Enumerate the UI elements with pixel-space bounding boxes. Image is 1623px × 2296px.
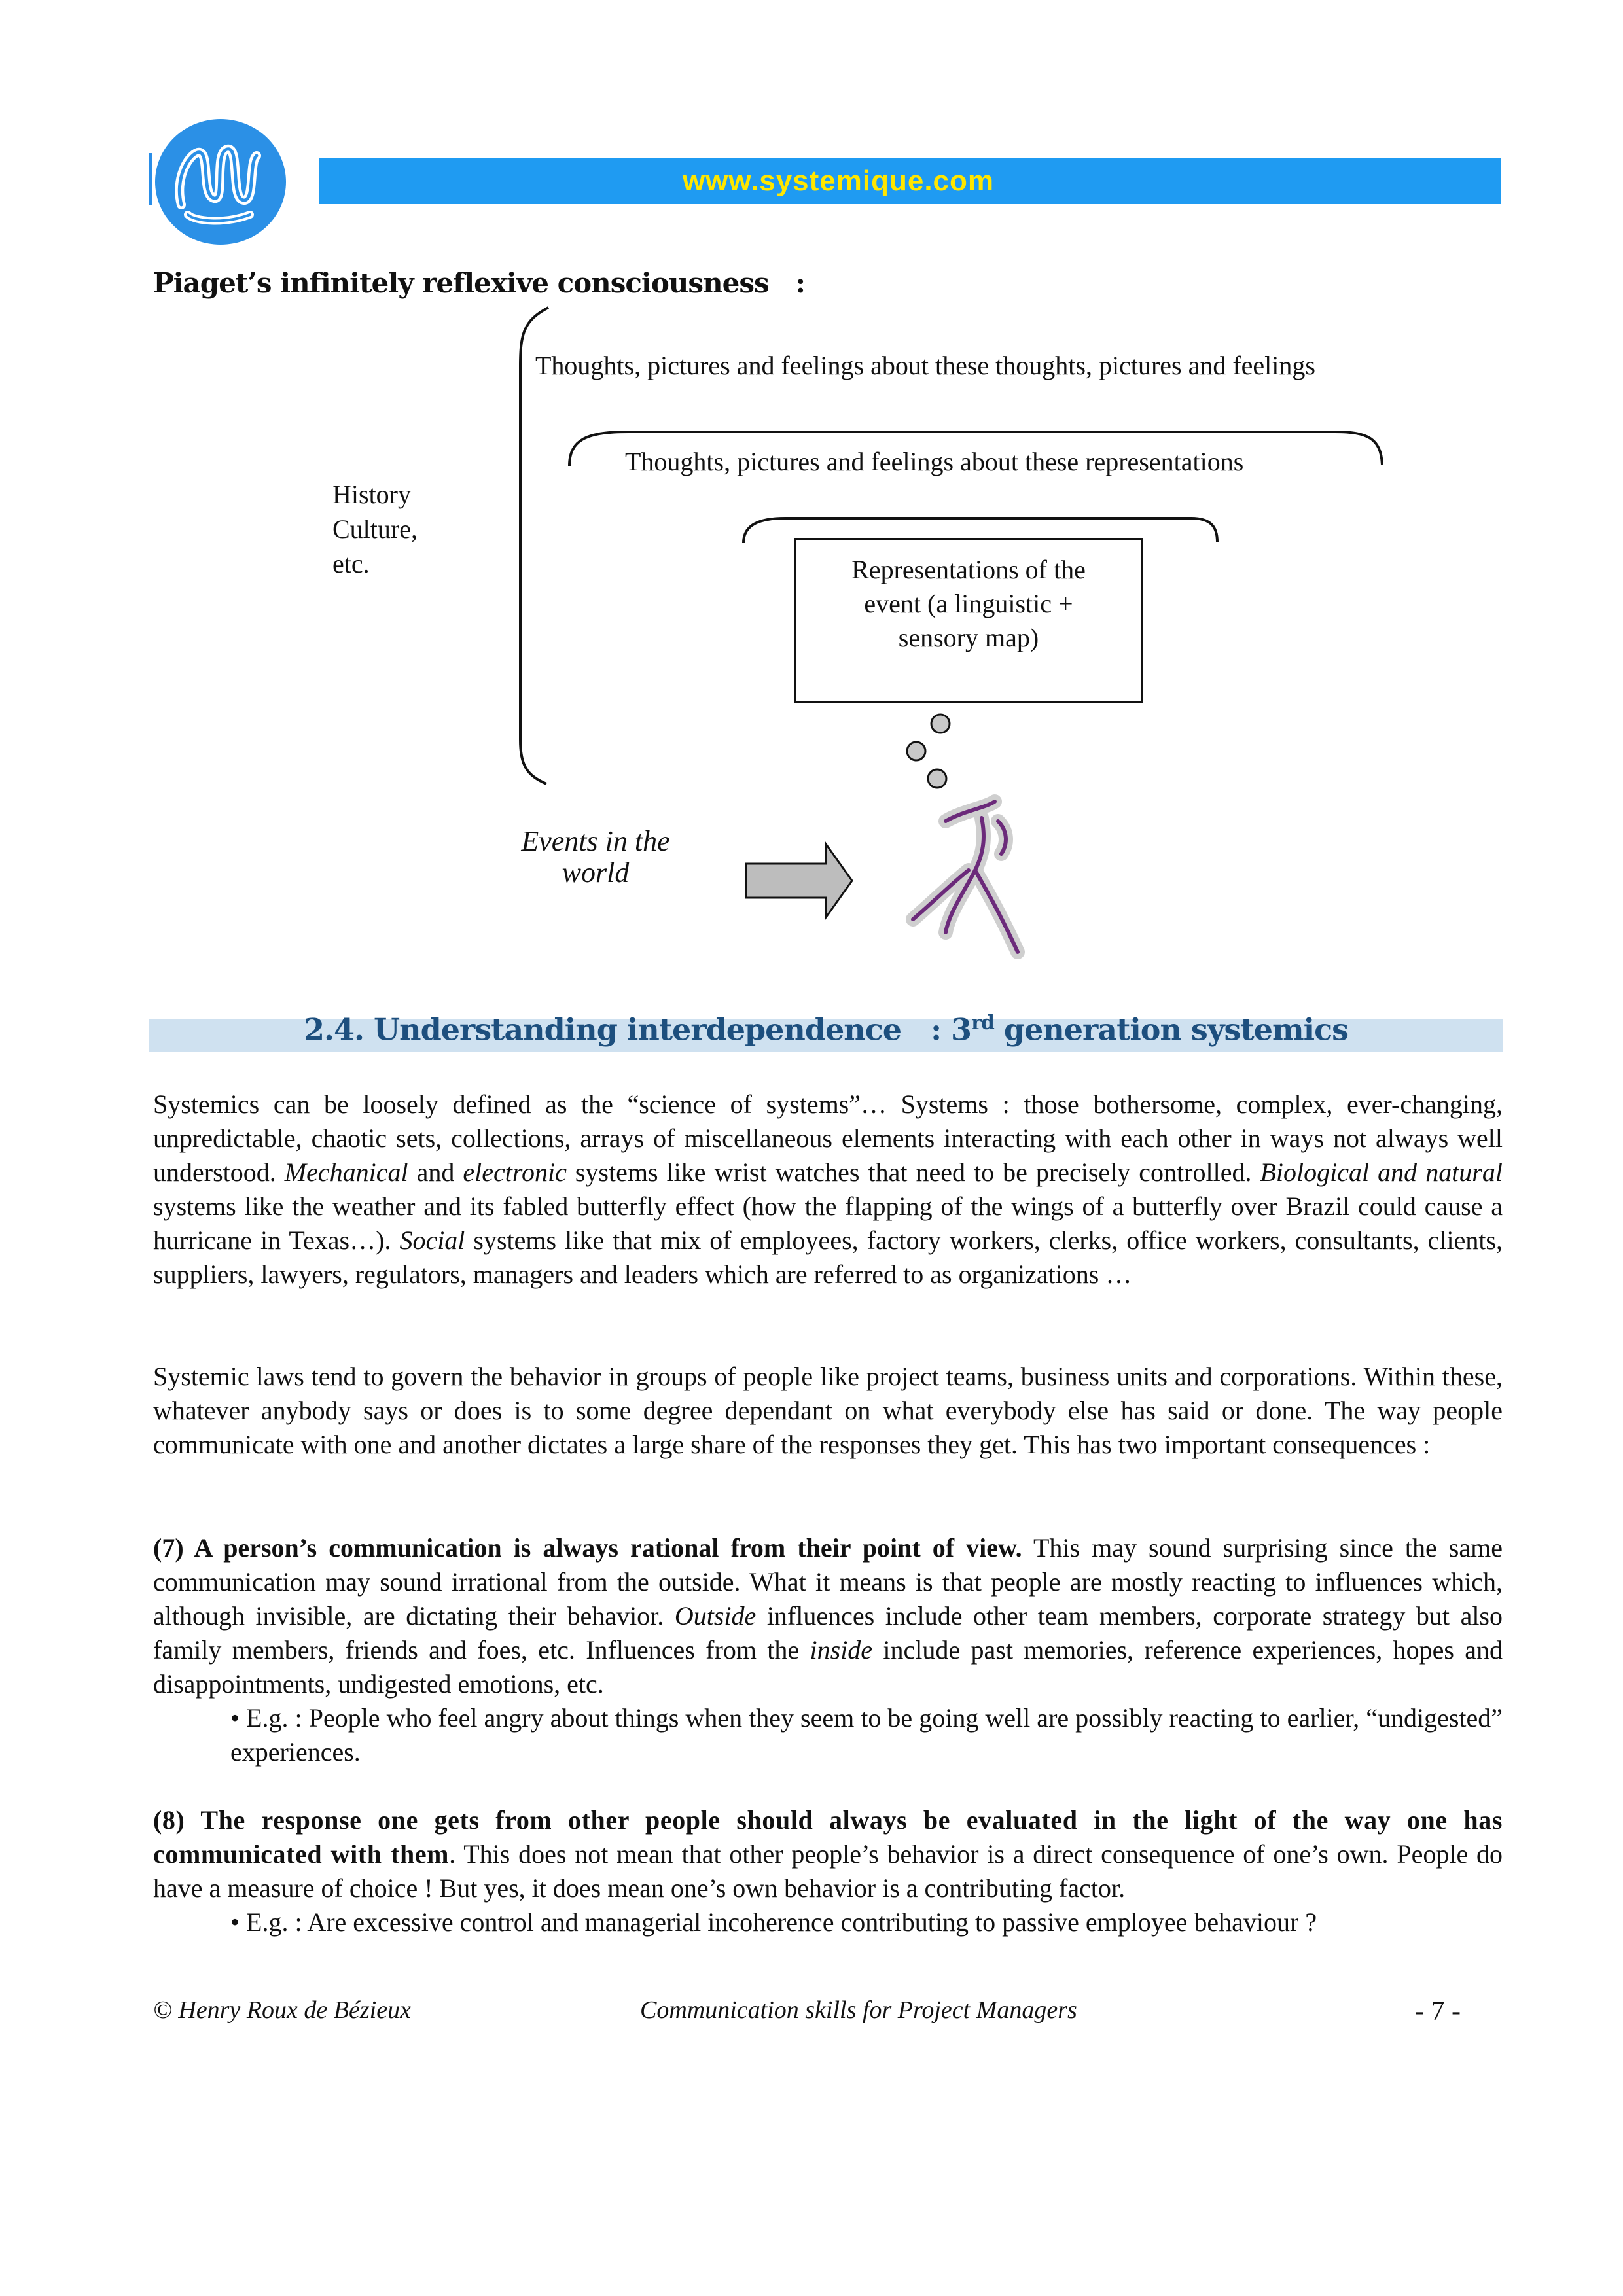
footer-document-title: Communication skills for Project Managers [640,1996,1077,2024]
context-etc: etc. [332,549,370,578]
representation-line: sensory map) [898,623,1039,652]
stick-figure-icon [913,802,1018,952]
thoughts-about-representations-label: Thoughts, pictures and feelings about these representations [625,447,1244,476]
bullet-example-2: • E.g. : Are excessive control and managerial incoherence contributing to passive employee behaviour ? [230,1907,1317,1937]
diagram-title: Piaget’s infinitely reflexive consciousness : [153,267,805,299]
paragraph-rule-7: (7) A person’s communication is always rational from their point of view. This may sound surprising since the same communication may sound irrational from the outside. What it means is that people are mostly reacting to influences which, although invisible, are dictating their behavior. Outside influences include other team members, corporate strategy but also family members, friends and foes, etc. Influences from the inside include past memories, reference experiences, hopes and disappointments, undigested emotions, etc. [153,1533,1503,1699]
paragraph-rule-8: (8) The response one gets from other people should always be evaluated in the light of the way one has communicated with them. This does not mean that other people’s behavior is a direct consequence of one’s own. People do have a measure of choice ! But yes, it does mean one’s own behavior is a contributing factor. [153,1805,1503,1903]
footer-author: © Henry Roux de Bézieux [153,1996,411,2024]
representation-line: Representations of the [851,555,1086,584]
thoughts-about-thoughts-label: Thoughts, pictures and feelings about these thoughts, pictures and feelings [535,351,1315,380]
thought-bubble-icon [907,715,950,788]
representation-box [794,538,1143,703]
bullet-example-1: • E.g. : People who feel angry about things when they seem to be going well are possibly reacting to earlier, “undigested” experiences. [230,1703,1503,1767]
diagram-graphics [0,0,1623,1021]
section-heading: 2.4. Understanding interdependence : 3rd generation systemics [303,1012,1349,1048]
context-history: History [332,480,411,509]
representation-line: event (a linguistic + [864,589,1073,618]
paragraph-systemics-definition: Systemics can be loosely defined as the “science of systems”… Systems : those bothersome, complex, ever-changing, unpredictable, chaotic sets, collections, arrays of miscellaneous elements interacting with each other in ways not always well understood. Mechanical and electronic systems like wrist watches that need to be precisely controlled. Biological and natural systems like the weather and its fabled butterfly effect (how the flapping of the wings of a butterfly over Brazil could cause a hurricane in Texas…). Social systems like that mix of employees, factory workers, clerks, office workers, consultants, clients, suppliers, lawyers, regulators, managers and leaders which are referred to as organizations … [153,1089,1503,1289]
arrow-right-icon [746,844,852,917]
paragraph-systemic-laws: Systemic laws tend to govern the behavior in groups of people like project teams, business units and corporations. Within these, whatever anybody says or does is to some degree dependant on what everybody else has said or done. The way people communicate with one and another dictates a large share of the responses they get. This has two important consequences : [153,1362,1503,1459]
footer-page-number: - 7 - [1415,1996,1461,2026]
site-url[interactable]: www.systemique.com [682,165,995,197]
events-in-the-world-label: Events in the world [521,825,670,889]
context-culture: Culture, [332,514,418,544]
